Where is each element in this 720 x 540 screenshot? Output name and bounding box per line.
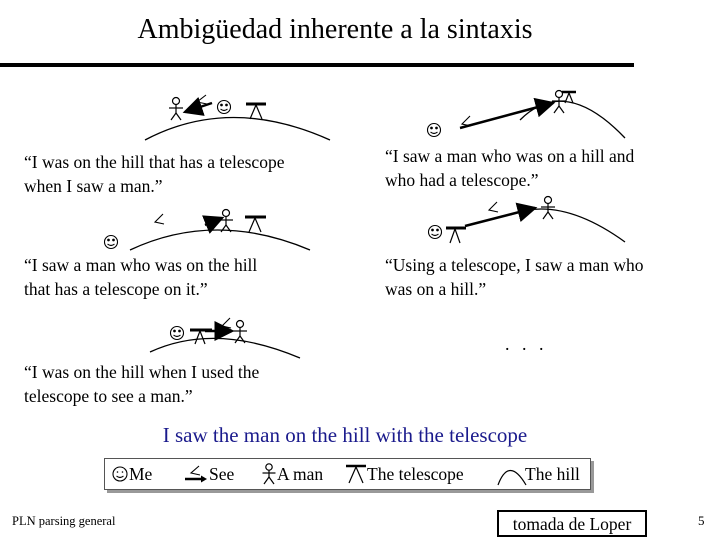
- interpretation-1-line2: when I saw a man.”: [24, 176, 163, 196]
- example-sentence: I saw the man on the hill with the telescope: [162, 423, 528, 447]
- footer-course-label: PLN parsing general: [12, 514, 116, 528]
- interpretation-1-line1: “I was on the hill that has a telescope: [24, 152, 285, 172]
- stick-figure-icon: [261, 463, 277, 485]
- interpretation-4-line2: was on a hill.”: [385, 279, 487, 299]
- legend-item-see: [183, 459, 234, 489]
- hill-icon: [150, 338, 300, 358]
- interpretation-2-line2: who had a telescope.”: [385, 170, 539, 190]
- slide-title: Ambigüedad inherente a la sintaxis: [137, 14, 533, 45]
- smiley-icon: [171, 327, 184, 340]
- interpretation-5-line1: “I was on the hill when I used the: [24, 362, 260, 382]
- legend-label-hill: The hill: [525, 463, 580, 484]
- source-credit: tomada de Loper: [497, 510, 647, 537]
- hill-icon: [497, 462, 527, 486]
- interpretation-3-line2: that has a telescope on it.”: [24, 279, 208, 299]
- interpretation-5: [24, 360, 259, 408]
- interpretation-2-line1: “I saw a man who was on a hill and: [385, 146, 635, 166]
- interpretation-4-line1: “Using a telescope, I saw a man who: [385, 255, 644, 275]
- legend-item-me: [111, 459, 152, 489]
- interpretation-5-line2: telescope to see a man.”: [24, 386, 193, 406]
- legend-label-see: See: [209, 463, 235, 484]
- legend-label-me: Me: [129, 463, 153, 484]
- interpretation-3-line1: “I saw a man who was on the hill: [24, 255, 258, 275]
- telescope-icon: [345, 463, 367, 485]
- legend-label-a-man: A man: [277, 463, 324, 484]
- eye-arrow-icon: [183, 463, 209, 485]
- legend-label-telescope: The telescope: [367, 463, 464, 484]
- legend-item-hill: [497, 459, 580, 489]
- legend: [104, 458, 591, 490]
- ellipsis: . . .: [505, 334, 548, 354]
- legend-item-a-man: [261, 459, 323, 489]
- smiley-icon: [111, 465, 129, 483]
- legend-item-telescope: [345, 459, 464, 489]
- page-number: 5: [698, 513, 705, 528]
